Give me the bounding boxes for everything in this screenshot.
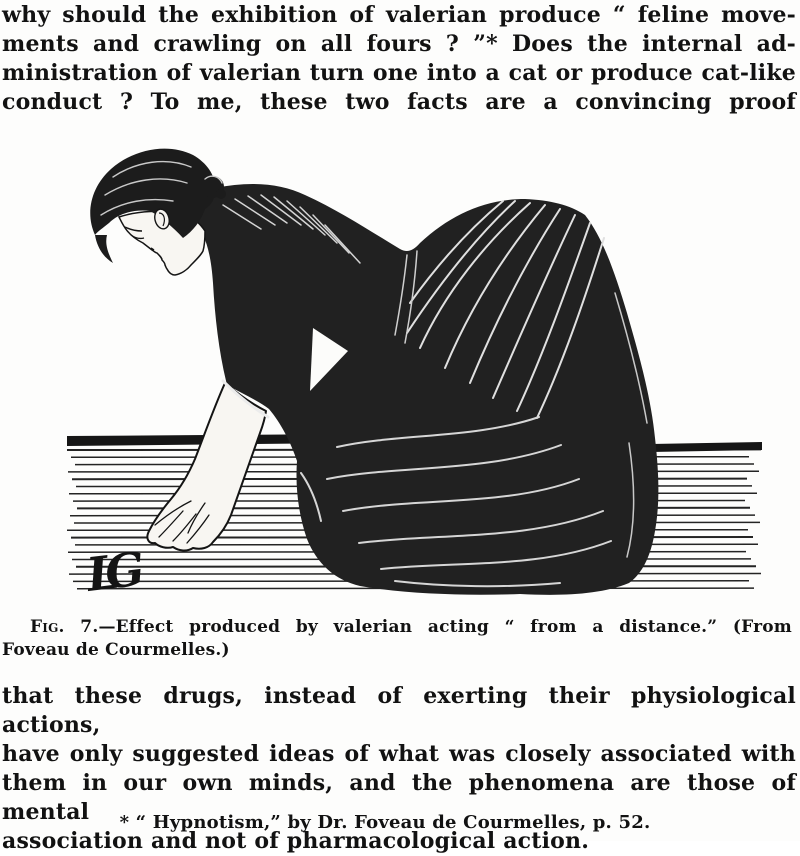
figure-caption (2, 616, 792, 662)
forearm-hands (147, 381, 268, 551)
body-skirt-silhouette (193, 184, 658, 595)
caption-line2: Foveau de Courmelles.) (2, 640, 230, 660)
figure-7-illustration (55, 143, 775, 603)
ground-line-right (651, 442, 762, 452)
forearm-hand-shape (147, 383, 266, 551)
text-line: them in our own minds, and the phenomena are those of mental (2, 770, 796, 825)
text-line: that these drugs, instead of exerting their physiological actions, (2, 683, 796, 738)
hair-bun-knot (216, 189, 226, 199)
text-line: why should the exhibition of valerian produce “ feline move- (2, 2, 796, 28)
text-line: ministration of valerian turn one into a cat or produce cat-like (2, 60, 796, 86)
artist-monogram: LG (83, 543, 134, 602)
top-paragraph (2, 1, 796, 117)
hair-strand (95, 235, 113, 263)
text-line: have only suggested ideas of what was closely associated with (2, 741, 796, 767)
text-line: association and not of pharmacological action. (2, 828, 590, 854)
text-line: conduct ? To me, these two facts are a convincing proof (2, 89, 796, 115)
figure-label: Fig. 7. (30, 617, 99, 637)
caption-line1 (2, 616, 792, 639)
caption-text: —Effect produced by valerian acting “ from a distance.” (From (98, 617, 792, 637)
text-line: ments and crawling on all fours ? ”* Does the internal ad- (2, 31, 796, 57)
footnote: * “ Hypnotism,” by Dr. Foveau de Courmelles, p. 52. (119, 812, 651, 833)
woman-crawling-engraving (55, 143, 775, 603)
